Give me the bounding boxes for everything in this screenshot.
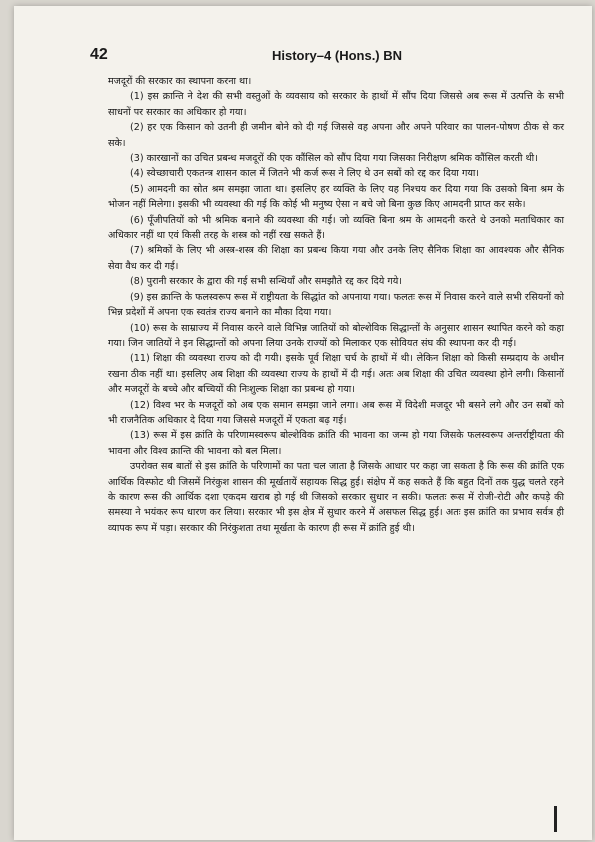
paragraph: (3) कारखानों का उचित प्रबन्ध मजदूरों की एक कौंसिल को सौंप दिया गया जिसका निरीक्षण श्रमिक कौंसिल करती थी। [130, 153, 538, 165]
running-head: History–4 (Hons.) BN [272, 48, 403, 63]
paragraph: (13) रूस में इस क्रांति के परिणामस्वरूप बोल्शेविक क्रांति की भावना का जन्म हो गया जिसके फलस्वरूप अन्तर्राष्ट्रीयता की भावना और विश्व क्रान्ति की भावना को बल मिला। [108, 430, 564, 457]
margin-mark [554, 806, 557, 832]
paragraph: (7) श्रमिकों के लिए भी अस्त्र-शस्त्र की शिक्षा का प्रबन्ध किया गया और उनके लिए सैनिक शिक्षा का आवश्यक और सैनिक सेवा वैध कर दी गई। [108, 245, 564, 272]
paragraph: (1) इस क्रान्ति ने देश की सभी वस्तुओं के व्यवसाय को सरकार के हाथों में सौंप दिया जिससे अब रूस में उत्पत्ति के सभी साधनों पर सरकार का अधिकार हो गया। [108, 91, 564, 118]
paragraph: (10) रूस के साम्राज्य में निवास करने वाले विभिन्न जातियों को बोल्शेविक सिद्धान्तों के अनुसार शासन स्थापित करने को कहा गया। जिन जातियों ने इन सिद्धान्तों को अपना लिया उनके राज्यों को मिलाकर एक सोवियत संघ की स्थापना कर दी गई। [108, 322, 564, 349]
paragraph: (12) विश्व भर के मजदूरों को अब एक समान समझा जाने लगा। अब रूस में विदेशी मजदूर भी बसने लगे और उन सबों को भी राजनैतिक अधिकार दे दिया गया जिससे मजदूरों में एकता बढ़ गई। [108, 399, 564, 426]
book-page [14, 6, 592, 840]
page-number: 42 [90, 46, 108, 63]
paragraph: मजदूरों की सरकार का स्थापना करना था। [108, 76, 252, 87]
page-body [108, 74, 564, 536]
paragraph: (4) स्वेच्छाचारी एकतन्त्र शासन काल में जितने भी कर्ज रूस ने लिए थे उन सबों को रद्द कर दिया गया। [130, 168, 480, 180]
paragraph: (5) आमदनी का स्रोत श्रम समझा जाता था। इसलिए हर व्यक्ति के लिए यह निश्चय कर दिया गया कि उसको बिना श्रम के भोजन नहीं मिलेगा। इसकी भी व्यवस्था की गई कि कोई भी मनुष्य ऐसा न बचे जो बिना कुछ किए आमदनी प्राप्त कर सके। [108, 183, 564, 211]
paragraph: (8) पुरानी सरकार के द्वारा की गई सभी सन्धियाँ और समझौते रद्द कर दिये गये। [130, 276, 402, 288]
page-header [14, 46, 592, 70]
paragraph: (9) इस क्रान्ति के फलस्वरूप रूस में राष्ट्रीयता के सिद्धांत को अपनाया गया। फलतः रूस में निवास करने वाले सभी रसियनों को भिन्न प्रदेशों में अपना एक स्वतंत्र राज्य बनाने का मौका दिया गया। [108, 291, 564, 319]
paragraph: (2) हर एक किसान को उतनी ही जमीन बोने को दी गई जिससे वह अपना और अपने परिवार का पालन-पोषण ठीक से कर सके। [108, 122, 564, 149]
paragraph: उपरोक्त सब बातों से इस क्रांति के परिणामों का पता चल जाता है जिसके आधार पर कहा जा सकता है कि रूस की क्रांति एक आर्थिक विस्फोट थी जिसमें निरंकुश शासन की मूर्खतायें सहायक सिद्ध हुई। संक्षेप में कह सकते हैं कि बहुत दिनों तक युद्ध चलते रहने के कारण रूस की आर्थिक दशा एकदम खराब हो गई थी जिसको सरकार सुधार न सकी। फलतः रूस में रोजी-रोटी और कपड़े की समस्या ने भयंकर रूप धारण कर लिया। सरकार भी इस क्षेत्र में सुधार करने में असफल सिद्ध हुई। अतः इस क्रांति का प्रभाव सर्वत्र ही व्यापक रूप में पड़ा। सरकार की निरंकुशता तथा मूर्खता के कारण ही रूस में क्रांति हुई थी। [108, 461, 564, 534]
paragraph: (6) पूँजीपतियों को भी श्रमिक बनाने की व्यवस्था की गई। जो व्यक्ति बिना श्रम के आमदनी करते थे उनको मताधिकार का अधिकार नहीं था एवं किसी तरह के शस्त्र को नहीं रख सकते हैं। [108, 214, 564, 242]
paragraph: (11) शिक्षा की व्यवस्था राज्य को दी गयी। इसके पूर्व शिक्षा चर्च के हाथों में थी। लेकिन शिक्षा को किसी सम्प्रदाय के अधीन रखना ठीक नहीं था। इसलिए अब शिक्षा की व्यवस्था राज्य के हाथों में दी गई। अतः अब शिक्षा की उचित व्यवस्था होने लगी। किसानों और मजदूरों के बच्चे और बच्चियों की निःशुल्क शिक्षा का प्रबन्ध हो गया। [108, 353, 564, 396]
